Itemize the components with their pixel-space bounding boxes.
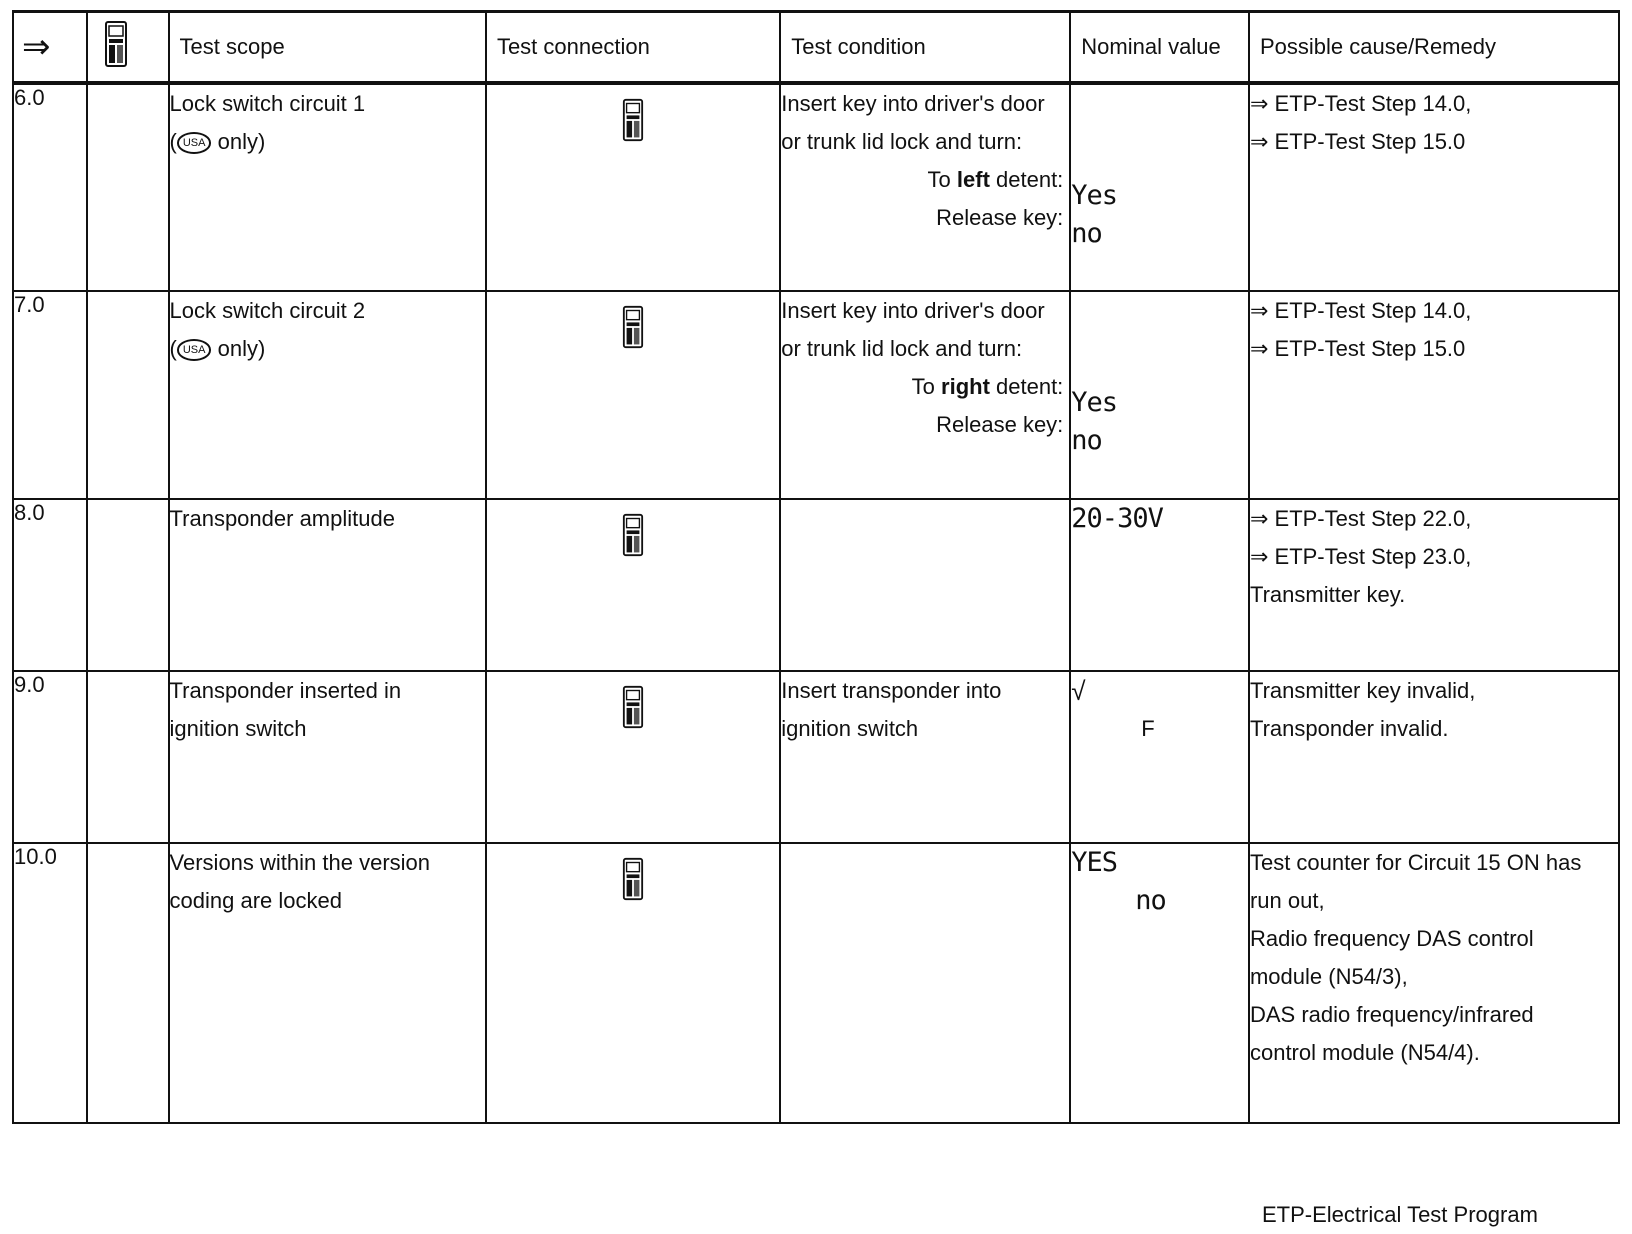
test-scope-text: Transponder inserted in xyxy=(169,678,402,703)
nominal-value: 20-30V xyxy=(1071,503,1163,534)
remedy-line: ⇒ ETP-Test Step 15.0 xyxy=(1249,336,1466,361)
table-row xyxy=(13,499,1619,671)
test-scope-cell: Lock switch circuit 1 ( USA only) xyxy=(169,83,486,291)
nominal-value-cell xyxy=(1070,291,1249,499)
remedy-line: Test counter for Circuit 15 ON has xyxy=(1249,850,1582,875)
only-text: only) xyxy=(217,336,266,361)
table-row xyxy=(13,83,1619,291)
nominal-value-cell xyxy=(1070,499,1249,671)
remedy-line: Transmitter key invalid, xyxy=(1249,678,1476,703)
empty-cell xyxy=(87,83,169,291)
col-header-test-condition: Test condition xyxy=(780,12,1070,84)
tester-device-icon xyxy=(622,856,644,902)
remedy-line: ⇒ ETP-Test Step 14.0, xyxy=(1249,91,1472,116)
step-number: 6.0 xyxy=(13,83,87,291)
test-condition-cell xyxy=(780,843,1070,1123)
test-scope-text: Lock switch circuit 2 xyxy=(169,298,366,323)
arrow-header-icon: ⇒ xyxy=(13,12,87,84)
test-scope-cell xyxy=(169,843,486,1123)
remedy-line: ⇒ ETP-Test Step 15.0 xyxy=(1249,129,1466,154)
nominal-value-cell xyxy=(1070,83,1249,291)
col-header-nominal-value: Nominal value xyxy=(1070,12,1249,84)
remedy-line: Radio frequency DAS control xyxy=(1249,926,1534,951)
tester-device-icon xyxy=(622,512,644,558)
remedy-line: ⇒ ETP-Test Step 22.0, xyxy=(1249,506,1472,531)
table-row xyxy=(13,291,1619,499)
tester-device-icon xyxy=(104,21,128,67)
step-number: 8.0 xyxy=(13,499,87,671)
condition-detent: To left detent: xyxy=(927,167,1064,192)
remedy-line: Transmitter key. xyxy=(1249,582,1406,607)
test-scope-text: ignition switch xyxy=(169,716,307,741)
test-scope-cell xyxy=(169,671,486,843)
only-text: only) xyxy=(217,129,266,154)
remedy-line: ⇒ ETP-Test Step 14.0, xyxy=(1249,298,1472,323)
empty-cell xyxy=(87,499,169,671)
test-connection-cell xyxy=(486,499,780,671)
remedy-line: DAS radio frequency/infrared xyxy=(1249,1002,1534,1027)
remedy-cell xyxy=(1249,291,1619,499)
nominal-value-cell xyxy=(1070,671,1249,843)
remedy-cell xyxy=(1249,499,1619,671)
col-header-possible-cause: Possible cause/Remedy xyxy=(1249,12,1619,84)
condition-text: Insert transponder into xyxy=(781,678,1002,703)
condition-release: Release key: xyxy=(936,205,1064,230)
test-scope-text: Lock switch circuit 1 xyxy=(169,91,366,116)
col-header-test-connection: Test connection xyxy=(486,12,780,84)
condition-release: Release key: xyxy=(936,412,1064,437)
table-row xyxy=(13,671,1619,843)
test-condition-cell xyxy=(780,83,1070,291)
tester-device-icon xyxy=(622,684,644,730)
nominal-value-cell xyxy=(1070,843,1249,1123)
test-scope-cell: Lock switch circuit 2 ( USA only) xyxy=(169,291,486,499)
remedy-cell xyxy=(1249,843,1619,1123)
condition-detent: To right detent: xyxy=(911,374,1064,399)
step-number: 7.0 xyxy=(13,291,87,499)
test-condition-cell xyxy=(780,671,1070,843)
nominal-value-a: YES xyxy=(1071,847,1118,878)
col-header-test-scope: Test scope xyxy=(169,12,486,84)
condition-text: Insert key into driver's door xyxy=(781,91,1045,116)
remedy-line: control module (N54/4). xyxy=(1249,1040,1480,1065)
step-number: 9.0 xyxy=(13,671,87,843)
footer-caption: ETP-Electrical Test Program xyxy=(1262,1202,1538,1227)
test-connection-cell xyxy=(486,83,780,291)
remedy-line: run out, xyxy=(1249,888,1325,913)
test-scope-text: Transponder amplitude xyxy=(169,506,395,531)
remedy-cell xyxy=(1249,671,1619,843)
tester-device-icon xyxy=(622,97,644,143)
nominal-value-a: Yes xyxy=(1071,180,1118,211)
nominal-value-b: no xyxy=(1071,218,1102,249)
empty-cell xyxy=(87,843,169,1123)
nominal-value-b: no xyxy=(1135,885,1166,916)
condition-text: or trunk lid lock and turn: xyxy=(781,336,1023,361)
tester-device-icon xyxy=(622,304,644,350)
test-scope-cell xyxy=(169,499,486,671)
empty-cell xyxy=(87,291,169,499)
remedy-line: module (N54/3), xyxy=(1249,964,1408,989)
tester-header-cell xyxy=(87,12,169,84)
test-condition-cell xyxy=(780,499,1070,671)
remedy-line: Transponder invalid. xyxy=(1249,716,1449,741)
condition-text: Insert key into driver's door xyxy=(781,298,1045,323)
test-scope-text: coding are locked xyxy=(169,888,342,913)
usa-badge-icon: USA xyxy=(177,339,212,361)
test-condition-cell xyxy=(780,291,1070,499)
nominal-value-b: F xyxy=(1141,716,1155,741)
test-connection-cell xyxy=(486,671,780,843)
empty-cell xyxy=(87,671,169,843)
test-connection-cell xyxy=(486,291,780,499)
test-table xyxy=(12,10,1620,1124)
nominal-value-b: no xyxy=(1071,425,1102,456)
remedy-line: ⇒ ETP-Test Step 23.0, xyxy=(1249,544,1472,569)
condition-text: or trunk lid lock and turn: xyxy=(781,129,1023,154)
table-row xyxy=(13,843,1619,1123)
test-scope-text: Versions within the version xyxy=(169,850,430,875)
nominal-check-icon: √ xyxy=(1071,676,1086,706)
nominal-value-a: Yes xyxy=(1071,387,1118,418)
header-row xyxy=(13,12,1619,84)
remedy-cell xyxy=(1249,83,1619,291)
usa-badge-icon: USA xyxy=(177,132,212,154)
test-connection-cell xyxy=(486,843,780,1123)
condition-text: ignition switch xyxy=(781,716,919,741)
step-number: 10.0 xyxy=(13,843,87,1123)
